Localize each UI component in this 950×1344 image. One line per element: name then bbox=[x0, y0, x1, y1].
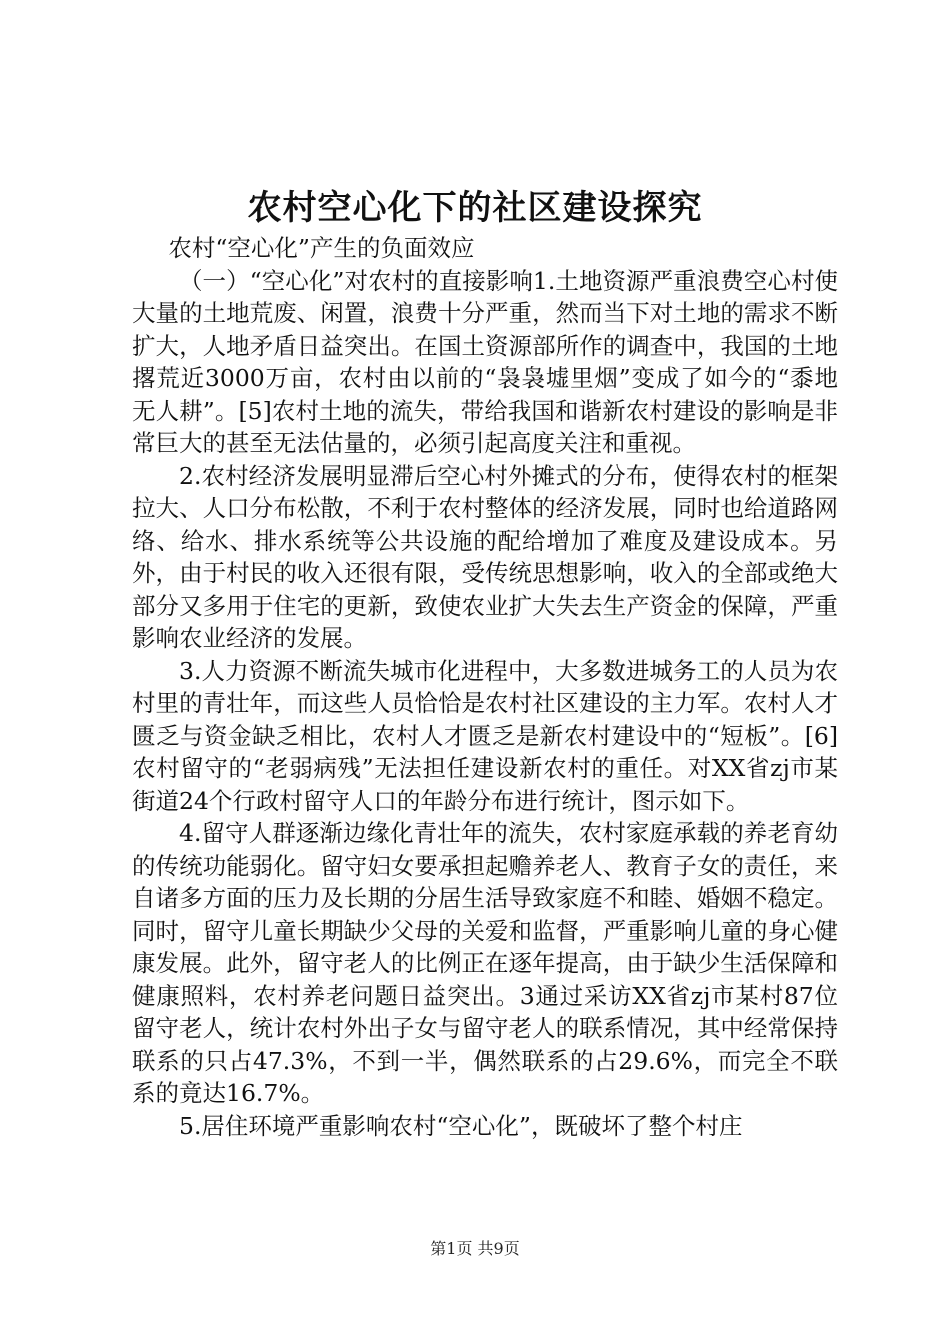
paragraph-living-environment: 5.居住环境严重影响农村“空心化”，既破坏了整个村庄 bbox=[179, 1111, 743, 1140]
section-heading: 农村“空心化”产生的负面效应 bbox=[168, 234, 475, 262]
page-footer: 第1页 共9页 bbox=[430, 1239, 520, 1258]
paragraph-human-resources: 3.人力资源不断流失城市化进程中，大多数进城务工的人员为农村里的青壮年，而这些人员恰恰是农村社区建设的主力军。农村人才匮乏与资金缺乏相比，农村人才匮乏是新农村建设中的“短板”。[6]农村留守的“老弱病残”无法担任建设新农村的重任。对XX省zj市某街道24个行政村留守人口的年龄分布进行统计，图示如下。 bbox=[132, 656, 838, 815]
document-title: 农村空心化下的社区建设探究 bbox=[247, 188, 703, 228]
paragraph-left-behind-groups: 4.留守人群逐渐边缘化青壮年的流失，农村家庭承载的养老育幼的传统功能弱化。留守妇女要承担起赡养老人、教育子女的责任，来自诸多方面的压力及长期的分居生活导致家庭不和睦、婚姻不稳定。同时，留守儿童长期缺少父母的关爱和监督，严重影响儿童的身心健康发展。此外，留守老人的比例正在逐年提高，由于缺少生活保障和健康照料，农村养老问题日益突出。3通过采访XX省zj市某村87位留守老人，统计农村外出子女与留守老人的联系情况，其中经常保持联系的只占47.3%，不到一半，偶然联系的占29.6%，而完全不联系的竟达16.7%。 bbox=[132, 819, 838, 1107]
paragraph-land-resources: （一）“空心化”对农村的直接影响1.土地资源严重浪费空心村使大量的土地荒废、闲置，浪费十分严重，然而当下对土地的需求不断扩大，人地矛盾日益突出。在国土资源部所作的调查中，我国的土地撂荒近3000万亩，农村由以前的“袅袅墟里烟”变成了如今的“黍地无人耕”。[5]农村土地的流失，带给我国和谐新农村建设的影响是非常巨大的甚至无法估量的，必须引起高度关注和重视。 bbox=[132, 266, 838, 457]
paragraph-rural-economy: 2.农村经济发展明显滞后空心村外摊式的分布，使得农村的框架拉大、人口分布松散，不利于农村整体的经济发展，同时也给道路网络、给水、排水系统等公共设施的配给增加了难度及建设成本。另外，由于村民的收入还很有限，受传统思想影响，收入的全部或绝大部分又多用于住宅的更新，致使农业扩大失去生产资金的保障，严重影响农业经济的发展。 bbox=[132, 461, 838, 652]
document-body bbox=[132, 232, 838, 1142]
